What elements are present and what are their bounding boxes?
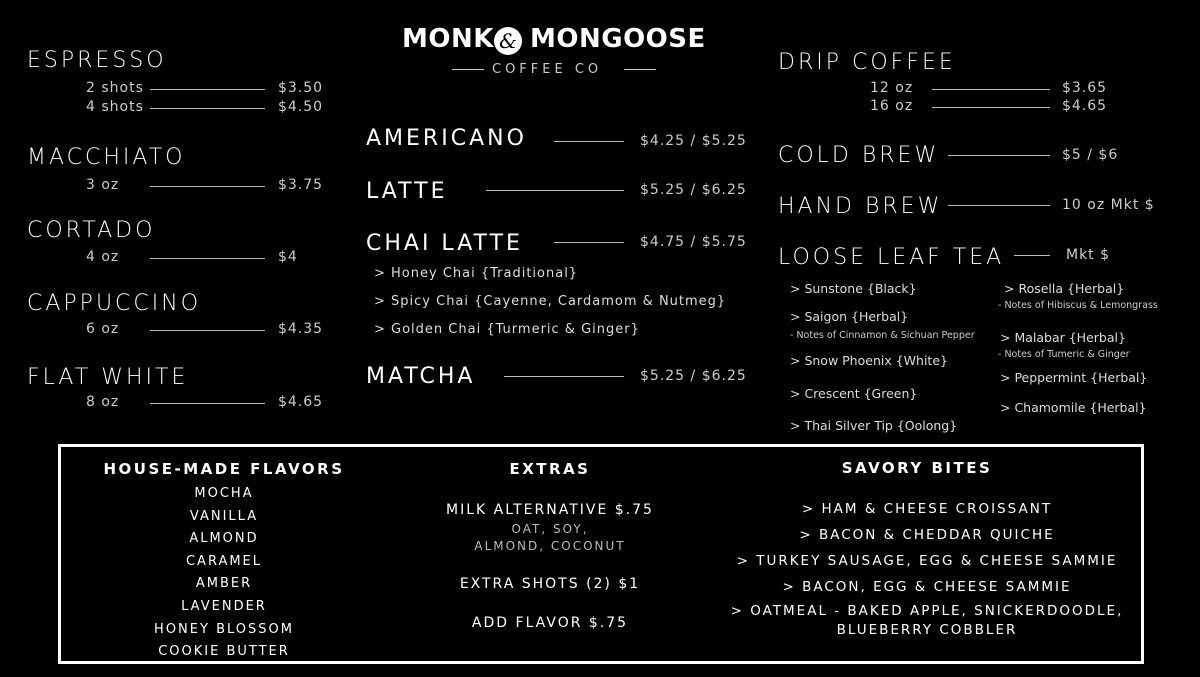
americano-title: AMERICANO xyxy=(366,126,527,151)
price-label: $4.35 xyxy=(278,321,324,337)
loose-leaf-tea-price: Mkt $ xyxy=(1066,247,1111,263)
drip-coffee-title: DRIP COFFEE xyxy=(778,50,956,75)
savory-item: > TURKEY SAUSAGE, EGG & CHEESE SAMMIE xyxy=(736,553,1118,569)
milk-options: OAT, SOY, xyxy=(511,522,589,536)
extras-title: EXTRAS xyxy=(509,460,591,478)
cortado-title: CORTADO xyxy=(27,218,156,243)
size-label: 2 shots xyxy=(86,80,144,96)
subtitle-rule-right xyxy=(624,69,656,70)
brand-name-right: MONGOOSE xyxy=(530,24,706,54)
leader-line xyxy=(554,141,624,142)
leader-line xyxy=(932,89,1050,90)
tea-item: > Chamomile {Herbal} xyxy=(1000,400,1147,415)
tea-item: > Malabar {Herbal} xyxy=(1000,330,1126,345)
size-label: 12 oz xyxy=(870,80,914,96)
savory-section xyxy=(702,459,1152,649)
espresso-title: ESPRESSO xyxy=(27,48,167,73)
chai-option: > Spicy Chai {Cayenne, Cardamom & Nutmeg} xyxy=(374,294,727,309)
brand-subtitle: COFFEE CO xyxy=(492,62,603,77)
milk-options: ALMOND, COCONUT xyxy=(474,539,626,553)
size-label: 4 oz xyxy=(86,249,120,265)
tea-note: - Notes of Tumeric & Ginger xyxy=(998,349,1130,360)
loose-leaf-tea-title: LOOSE LEAF TEA xyxy=(778,245,1005,270)
tea-item: > Peppermint {Herbal} xyxy=(1000,370,1148,385)
savory-item: BLUEBERRY COBBLER xyxy=(836,622,1018,638)
cortado-row xyxy=(0,249,340,263)
flavors-section xyxy=(84,460,364,659)
cappuccino-row xyxy=(0,321,340,335)
flat-white-row xyxy=(0,394,340,408)
tea-note: - Notes of Hibiscus & Lemongrass xyxy=(998,300,1158,311)
flavors-title: HOUSE-MADE FLAVORS xyxy=(103,460,345,478)
flavor-item: CARAMEL xyxy=(185,554,263,569)
flat-white-title: FLAT WHITE xyxy=(27,365,189,390)
size-label: 6 oz xyxy=(86,321,120,337)
leader-line xyxy=(150,108,265,109)
flavor-item: COOKIE BUTTER xyxy=(158,644,290,659)
matcha-price: $5.25 / $6.25 xyxy=(640,368,747,384)
tea-item: > Sunstone {Black} xyxy=(790,281,917,296)
flavor-item: AMBER xyxy=(195,576,253,591)
latte-price: $5.25 / $6.25 xyxy=(640,182,747,198)
savory-item: > OATMEAL - BAKED APPLE, SNICKERDOODLE, xyxy=(730,603,1124,619)
extra-add-flavor: ADD FLAVOR $.75 xyxy=(471,615,629,631)
espresso-row xyxy=(0,80,340,94)
price-label: $3.50 xyxy=(278,80,324,96)
leader-line xyxy=(1014,255,1050,256)
brand-name-left: MONK xyxy=(402,24,494,54)
latte-title: LATTE xyxy=(366,179,448,204)
leader-line xyxy=(554,242,624,243)
matcha-title: MATCHA xyxy=(366,364,476,389)
drip-row xyxy=(780,98,1180,112)
savory-item: > BACON, EGG & CHEESE SAMMIE xyxy=(782,579,1072,595)
tea-note: - Notes of Cinnamon & Sichuan Pepper xyxy=(790,330,975,341)
chai-latte-price: $4.75 / $5.75 xyxy=(640,234,747,250)
extra-shots: EXTRA SHOTS (2) $1 xyxy=(459,576,641,592)
flavor-item: HONEY BLOSSOM xyxy=(154,622,294,637)
tea-item: > Rosella {Herbal} xyxy=(1004,281,1125,296)
leader-line xyxy=(486,190,624,191)
flavor-item: VANILLA xyxy=(189,509,259,524)
flavor-item: LAVENDER xyxy=(181,599,267,614)
cappuccino-title: CAPPUCCINO xyxy=(27,291,202,316)
tea-item: > Thai Silver Tip {Oolong} xyxy=(790,418,958,433)
size-label: 8 oz xyxy=(86,394,120,410)
brand-logo xyxy=(402,24,712,86)
tea-item: > Saigon {Herbal} xyxy=(790,309,909,324)
tea-item: > Crescent {Green} xyxy=(790,386,918,401)
savory-item: > BACON & CHEDDAR QUICHE xyxy=(799,527,1055,543)
savory-item: > HAM & CHEESE CROISSANT xyxy=(801,501,1053,517)
size-label: 4 shots xyxy=(86,99,144,115)
leader-line xyxy=(150,186,265,187)
macchiato-row xyxy=(0,177,340,191)
size-label: 16 oz xyxy=(870,98,914,114)
hand-brew-price: 10 oz Mkt $ xyxy=(1062,197,1155,213)
price-label: $4.65 xyxy=(1062,98,1108,114)
chai-option: > Golden Chai {Turmeric & Ginger} xyxy=(374,322,640,337)
extras-section xyxy=(400,460,700,650)
leader-line xyxy=(948,205,1050,206)
hand-brew-title: HAND BREW xyxy=(778,194,943,219)
americano-price: $4.25 / $5.25 xyxy=(640,133,747,149)
leader-line xyxy=(150,403,265,404)
price-label: $3.65 xyxy=(1062,80,1108,96)
flavor-item: ALMOND xyxy=(189,531,259,546)
macchiato-title: MACCHIATO xyxy=(27,145,186,170)
drip-row xyxy=(780,80,1180,94)
tea-item: > Snow Phoenix {White} xyxy=(790,353,948,368)
espresso-row xyxy=(0,99,340,113)
chai-latte-title: CHAI LATTE xyxy=(366,231,523,256)
leader-line xyxy=(150,89,265,90)
price-label: $4.50 xyxy=(278,99,324,115)
leader-line xyxy=(932,107,1050,108)
leader-line xyxy=(150,258,265,259)
leader-line xyxy=(948,155,1050,156)
extra-milk-alternative: MILK ALTERNATIVE $.75 xyxy=(446,502,654,518)
ampersand-badge: & xyxy=(494,27,522,55)
chai-option: > Honey Chai {Traditional} xyxy=(374,266,579,281)
price-label: $4.65 xyxy=(278,394,324,410)
savory-title: SAVORY BITES xyxy=(841,459,993,477)
price-label: $3.75 xyxy=(278,177,324,193)
cold-brew-title: COLD BREW xyxy=(778,143,940,168)
leader-line xyxy=(504,376,624,377)
size-label: 3 oz xyxy=(86,177,120,193)
flavor-item: MOCHA xyxy=(194,486,254,501)
subtitle-rule-left xyxy=(452,69,484,70)
cold-brew-price: $5 / $6 xyxy=(1062,147,1119,163)
leader-line xyxy=(150,330,265,331)
price-label: $4 xyxy=(278,249,298,265)
